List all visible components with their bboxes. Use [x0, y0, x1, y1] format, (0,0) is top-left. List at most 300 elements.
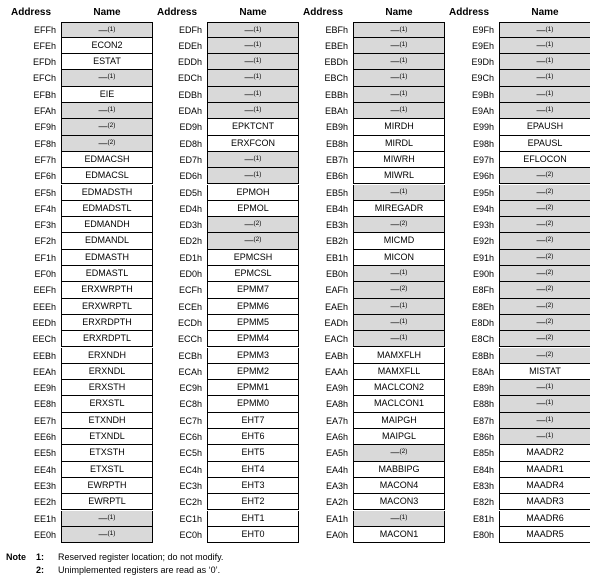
register-name: MACON3	[379, 496, 419, 507]
register-address: EA4h	[325, 464, 348, 475]
register-name-cell	[353, 511, 445, 527]
footnote-ref: (1)	[253, 73, 262, 81]
register-name: —	[536, 202, 546, 213]
register-name-cell	[207, 266, 299, 282]
register-name-cell	[61, 152, 153, 168]
register-row	[152, 38, 299, 54]
register-name: MACON1	[379, 528, 419, 539]
register-name: —	[536, 268, 546, 278]
register-name-cell	[61, 233, 153, 249]
footnote-ref: (1)	[399, 25, 408, 33]
register-name: EPMM3	[236, 349, 269, 360]
register-address: EC2h	[179, 497, 202, 508]
register-row	[444, 168, 590, 184]
footnote-ref: (1)	[399, 513, 408, 521]
register-address: EFDh	[32, 57, 56, 68]
register-name-cell	[353, 299, 445, 315]
register-name: —	[390, 284, 400, 295]
register-name-cell	[61, 136, 153, 152]
register-name-cell	[353, 396, 445, 412]
register-row	[444, 217, 590, 233]
register-name-cell	[499, 54, 590, 70]
register-name-cell	[207, 511, 299, 527]
register-name: MICMD	[383, 235, 415, 246]
register-name-cell	[61, 380, 153, 396]
register-name-cell	[61, 201, 153, 217]
name-header: Name	[93, 7, 121, 18]
register-address: EFFh	[33, 24, 56, 35]
register-name-cell	[207, 217, 299, 233]
register-row	[298, 445, 445, 461]
register-name-cell	[207, 168, 299, 184]
register-name: EPAUSL	[527, 137, 563, 148]
register-row	[6, 380, 153, 396]
register-name: —	[536, 349, 546, 360]
register-name-cell	[499, 22, 590, 38]
register-name: MAADR6	[526, 512, 564, 523]
register-row	[152, 315, 299, 331]
register-name-cell	[61, 87, 153, 103]
register-address: EA5h	[325, 448, 348, 459]
register-row	[298, 462, 445, 478]
register-name-cell	[499, 201, 590, 217]
register-address: ED0h	[179, 269, 202, 279]
register-name: ERXRDPTH	[82, 316, 132, 327]
register-name: MIWRH	[383, 153, 415, 164]
register-name: MACLCON1	[373, 398, 424, 409]
register-name: ESTAT	[93, 56, 121, 67]
register-row	[152, 250, 299, 266]
register-address: E9Dh	[471, 57, 494, 68]
register-address: EBFh	[325, 24, 348, 35]
register-name: —	[536, 333, 546, 344]
register-row	[6, 103, 153, 119]
register-address: EB7h	[325, 154, 348, 165]
register-name-cell	[61, 168, 153, 184]
register-address: EEFh	[33, 285, 56, 296]
register-name: —	[244, 153, 254, 164]
register-name: EIE	[99, 88, 115, 99]
register-address: EA8h	[325, 399, 348, 410]
register-name: —	[390, 88, 400, 99]
register-address: EB5h	[325, 187, 348, 198]
register-row	[6, 70, 153, 86]
register-name-cell	[353, 136, 445, 152]
register-name-cell	[499, 168, 590, 184]
register-name-cell	[353, 217, 445, 233]
register-name-cell	[61, 315, 153, 331]
register-address: EE7h	[33, 415, 56, 426]
register-name: EHT3	[241, 479, 265, 490]
register-row	[298, 396, 445, 412]
register-name: —	[98, 121, 108, 132]
name-header: Name	[239, 7, 267, 18]
footnote-ref: (2)	[107, 122, 116, 130]
register-address: E87h	[472, 415, 494, 426]
register-row	[6, 478, 153, 494]
register-name-cell	[499, 429, 590, 445]
note-line-2	[6, 564, 223, 577]
register-name-cell	[207, 348, 299, 364]
register-name: EDMADSTL	[82, 202, 132, 213]
register-name-cell	[353, 413, 445, 429]
register-address: EADh	[324, 317, 348, 328]
footnote-ref: (2)	[545, 171, 554, 179]
register-address: EC3h	[179, 480, 202, 491]
register-row	[298, 201, 445, 217]
name-header: Name	[385, 7, 413, 18]
register-name-cell	[499, 70, 590, 86]
register-name-cell	[353, 462, 445, 478]
register-row	[444, 396, 590, 412]
register-row	[6, 217, 153, 233]
footnote-ref: (1)	[399, 334, 408, 342]
register-row	[444, 413, 590, 429]
register-address: EF7h	[34, 154, 56, 165]
register-name: EPMM6	[236, 300, 269, 311]
register-address: ECCh	[177, 334, 202, 345]
footnote-ref: (1)	[545, 89, 554, 97]
register-name: —	[244, 219, 254, 230]
register-row	[298, 217, 445, 233]
footnote-ref: (2)	[545, 252, 554, 260]
register-name-cell	[61, 462, 153, 478]
footnote-ref: (2)	[545, 301, 554, 309]
register-name: MIREGADR	[374, 202, 424, 213]
register-row	[298, 315, 445, 331]
register-address: EB8h	[325, 138, 348, 149]
register-row	[152, 494, 299, 510]
footnote-ref: (1)	[107, 25, 116, 33]
register-name-cell	[353, 429, 445, 445]
register-address: EB1h	[325, 252, 348, 263]
register-row	[152, 331, 299, 347]
register-row	[444, 478, 590, 494]
register-row	[298, 380, 445, 396]
register-address: EF8h	[34, 138, 56, 149]
register-name: —	[390, 316, 400, 327]
register-name-cell	[353, 478, 445, 494]
register-row	[298, 136, 445, 152]
register-name-cell	[499, 217, 590, 233]
register-address: EC6h	[179, 432, 202, 442]
register-address: ED7h	[179, 154, 202, 165]
register-name-cell	[207, 380, 299, 396]
register-name: EDMACSL	[85, 170, 129, 181]
footnote-ref: (1)	[107, 73, 116, 81]
register-address: EECh	[32, 334, 56, 345]
register-address: ED9h	[179, 122, 202, 133]
register-name: MACLCON2	[373, 382, 424, 393]
note-text: Unimplemented registers are read as ‘0’.	[58, 565, 221, 575]
register-name-cell	[499, 396, 590, 412]
register-name: —	[98, 24, 108, 35]
register-name-cell	[207, 299, 299, 315]
register-name-cell	[207, 331, 299, 347]
register-address: EFBh	[33, 89, 56, 100]
register-row	[6, 315, 153, 331]
footnote-ref: (1)	[399, 89, 408, 97]
register-row	[152, 527, 299, 543]
register-row	[444, 119, 590, 135]
register-name-cell	[207, 22, 299, 38]
register-name-cell	[499, 315, 590, 331]
register-address: E97h	[472, 154, 494, 165]
register-address: E83h	[472, 480, 494, 491]
footnote-ref: (1)	[545, 415, 554, 423]
register-name: MAADR4	[526, 479, 564, 490]
register-name-cell	[61, 217, 153, 233]
register-name: MIRDL	[384, 137, 413, 148]
register-name: —	[536, 56, 546, 67]
register-row	[444, 511, 590, 527]
register-name: EPMM5	[236, 316, 269, 327]
register-name: —	[536, 431, 546, 441]
register-row	[6, 22, 153, 38]
register-name: —	[536, 251, 546, 262]
register-row	[298, 413, 445, 429]
register-address: E9Fh	[472, 24, 494, 35]
register-name: MIWRL	[384, 170, 414, 181]
register-row	[152, 511, 299, 527]
register-name: ERXWRPTL	[81, 300, 132, 311]
register-name: MAADR5	[526, 528, 564, 539]
register-address: EEAh	[32, 366, 56, 377]
register-address: EDDh	[177, 57, 202, 68]
register-name: —	[244, 39, 254, 50]
register-address: E8Eh	[471, 301, 494, 312]
register-row	[152, 201, 299, 217]
register-address: E8Fh	[472, 285, 494, 296]
register-name: —	[390, 219, 400, 230]
register-row	[298, 70, 445, 86]
register-name-cell	[499, 136, 590, 152]
register-name-cell	[353, 54, 445, 70]
register-row	[6, 38, 153, 54]
register-name-cell	[207, 233, 299, 249]
register-name-cell	[499, 511, 590, 527]
register-address: ED5h	[179, 187, 202, 198]
register-name-cell	[499, 266, 590, 282]
register-row	[444, 185, 590, 201]
register-address: EF5h	[34, 187, 56, 198]
register-row	[152, 429, 299, 445]
register-name: EDMACSH	[84, 153, 130, 164]
register-address: EE3h	[33, 480, 56, 491]
register-address: EC5h	[179, 448, 202, 459]
register-address: EB3h	[325, 220, 348, 231]
register-name-cell	[207, 445, 299, 461]
register-name: —	[98, 512, 108, 523]
footnote-ref: (1)	[253, 106, 262, 113]
register-row	[298, 266, 445, 282]
register-name-cell	[353, 103, 445, 119]
register-name: EPMCSH	[233, 251, 273, 262]
register-name: —	[98, 137, 108, 148]
register-address: EFCh	[32, 73, 56, 84]
register-row	[6, 233, 153, 249]
footnote-ref: (1)	[253, 57, 262, 65]
register-name-cell	[499, 233, 590, 249]
footnote-ref: (1)	[545, 25, 554, 33]
register-name: ERXRDPTL	[82, 333, 131, 344]
register-name: —	[536, 398, 546, 409]
register-row	[444, 299, 590, 315]
register-row	[298, 38, 445, 54]
register-address: ECBh	[178, 350, 202, 361]
register-row	[152, 282, 299, 298]
register-row	[6, 54, 153, 70]
register-name-cell	[207, 364, 299, 380]
register-address: EF6h	[34, 171, 56, 182]
register-name: MACON4	[379, 479, 419, 490]
register-address: EB9h	[325, 122, 348, 133]
register-address: EA2h	[325, 497, 348, 508]
register-name: EHT1	[241, 512, 265, 523]
register-name-cell	[499, 185, 590, 201]
register-name: —	[390, 56, 400, 67]
register-name: —	[536, 105, 546, 115]
register-name: —	[390, 105, 400, 115]
register-name-cell	[61, 22, 153, 38]
register-row	[298, 22, 445, 38]
register-name-cell	[353, 119, 445, 135]
register-row	[298, 250, 445, 266]
register-address: EA6h	[325, 432, 348, 442]
footnote-ref: (1)	[545, 432, 554, 439]
footnote-ref: (1)	[253, 171, 262, 179]
register-row	[298, 119, 445, 135]
footnote-ref: (1)	[399, 269, 408, 276]
register-name-cell	[353, 266, 445, 282]
register-address: ECDh	[177, 317, 202, 328]
register-name-cell	[499, 527, 590, 543]
notes	[6, 551, 223, 577]
register-row	[6, 348, 153, 364]
register-row	[444, 22, 590, 38]
register-row	[444, 494, 590, 510]
register-name-cell	[499, 282, 590, 298]
register-name: MAADR2	[526, 447, 564, 458]
note-number: 2:	[36, 565, 45, 575]
register-name: —	[390, 512, 400, 523]
register-name-cell	[61, 445, 153, 461]
register-name-cell	[353, 87, 445, 103]
footnote-ref: (2)	[253, 236, 262, 244]
register-address: E98h	[472, 138, 494, 149]
register-address: EDCh	[177, 73, 202, 84]
register-address: EC1h	[179, 513, 202, 524]
register-name: —	[390, 72, 400, 83]
register-name: —	[244, 170, 254, 181]
register-address: E89h	[472, 383, 494, 394]
register-row	[152, 445, 299, 461]
register-name: EDMANDH	[84, 219, 130, 230]
register-name: EPMM0	[236, 398, 269, 409]
register-address: EDEh	[178, 40, 202, 51]
register-row	[298, 168, 445, 184]
register-row	[152, 266, 299, 282]
register-address: EFAh	[33, 106, 56, 116]
register-row	[152, 185, 299, 201]
register-address: EE1h	[33, 513, 56, 524]
register-address: E91h	[472, 252, 494, 263]
register-row	[444, 282, 590, 298]
register-address: EE8h	[33, 399, 56, 410]
register-name: EPMM4	[236, 333, 269, 344]
register-name: EPMM7	[236, 284, 269, 295]
register-address: ECFh	[178, 285, 202, 296]
register-name-cell	[207, 201, 299, 217]
register-name: EHT0	[241, 528, 265, 539]
register-name: —	[244, 235, 254, 246]
register-address: EC0h	[179, 529, 202, 540]
register-address: E93h	[472, 220, 494, 231]
register-name-cell	[207, 282, 299, 298]
register-address: EE9h	[33, 383, 56, 394]
register-address: EF0h	[34, 269, 56, 279]
register-row	[298, 494, 445, 510]
register-row	[6, 413, 153, 429]
register-row	[444, 331, 590, 347]
register-row	[152, 54, 299, 70]
register-address: E9Ah	[471, 106, 494, 116]
register-name: EHT5	[241, 447, 265, 458]
register-name: —	[98, 105, 108, 115]
footnote-ref: (1)	[399, 57, 408, 65]
register-name-cell	[353, 364, 445, 380]
footnote-ref: (2)	[545, 350, 554, 358]
register-name: —	[244, 24, 254, 35]
register-name-cell	[61, 250, 153, 266]
register-row	[6, 152, 153, 168]
register-name: —	[244, 88, 254, 99]
footnote-ref: (2)	[545, 317, 554, 325]
register-row	[6, 168, 153, 184]
register-name: MABBIPG	[378, 463, 420, 474]
register-name-cell	[499, 380, 590, 396]
register-name: ERXFCON	[230, 137, 275, 148]
register-name-cell	[353, 494, 445, 510]
register-name: —	[536, 414, 546, 425]
register-row	[298, 527, 445, 543]
register-row	[444, 38, 590, 54]
register-address: E86h	[472, 432, 494, 442]
register-row	[6, 87, 153, 103]
register-name-cell	[499, 478, 590, 494]
register-address: EF3h	[34, 220, 56, 231]
register-name: EPMM1	[236, 382, 269, 393]
register-name: EHT7	[241, 414, 265, 425]
register-name-cell	[499, 250, 590, 266]
register-row	[152, 136, 299, 152]
register-name: —	[536, 72, 546, 83]
register-row	[152, 396, 299, 412]
register-name-cell	[353, 348, 445, 364]
register-name-cell	[353, 152, 445, 168]
register-row	[444, 348, 590, 364]
register-address: EC4h	[179, 464, 202, 475]
register-address: EFEh	[33, 40, 56, 51]
register-address: EDFh	[178, 24, 202, 35]
footnote-ref: (2)	[545, 334, 554, 342]
register-name-cell	[353, 38, 445, 54]
register-name: —	[98, 72, 108, 83]
register-name: MAADR3	[526, 496, 564, 507]
register-row	[152, 299, 299, 315]
register-name-cell	[207, 136, 299, 152]
register-row	[298, 478, 445, 494]
